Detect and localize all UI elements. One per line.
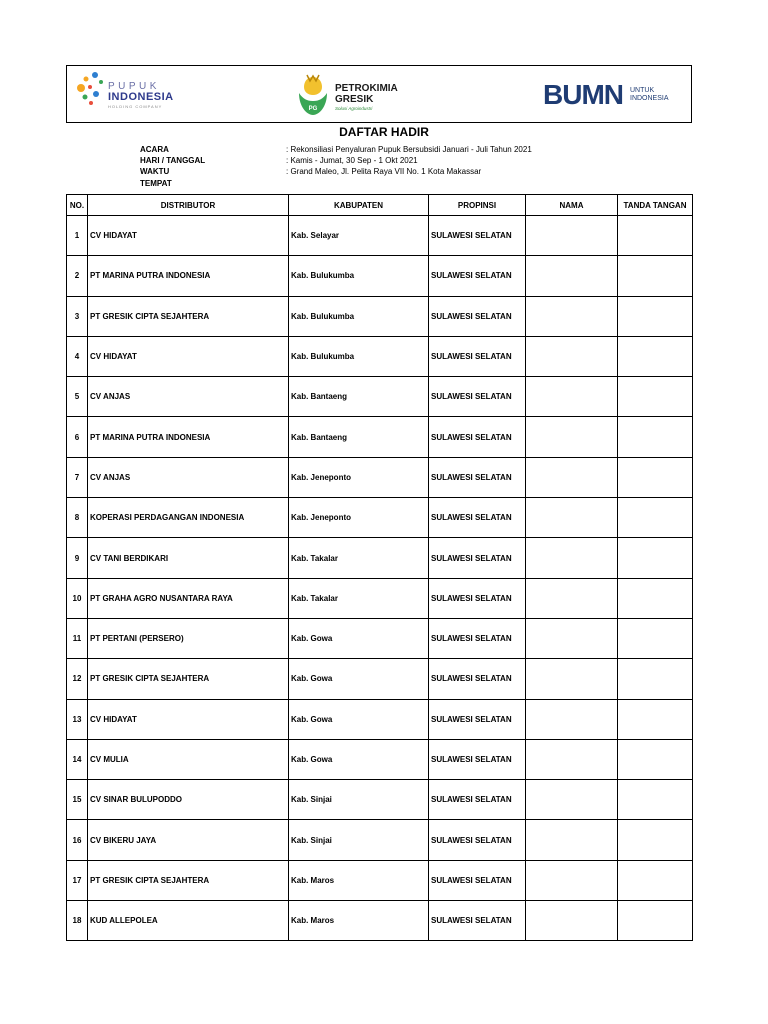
cell-distributor: CV HIDAYAT [88,216,289,256]
cell-propinsi: SULAWESI SELATAN [429,739,526,779]
cell-propinsi: SULAWESI SELATAN [429,336,526,376]
table-row [67,538,693,578]
cell-tanda-tangan[interactable] [618,296,693,336]
table-row [67,457,693,497]
cell-propinsi: SULAWESI SELATAN [429,256,526,296]
cell-distributor: CV MULIA [88,739,289,779]
bumn-logo-line2: INDONESIA [630,95,669,102]
table-header-row [67,195,693,216]
info-label: TEMPAT [140,178,172,188]
bumn-logo [543,80,683,114]
cell-distributor: CV BIKERU JAYA [88,820,289,860]
cell-tanda-tangan[interactable] [618,457,693,497]
cell-kabupaten: Kab. Bulukumba [289,296,429,336]
cell-tanda-tangan[interactable] [618,618,693,658]
attendance-table [66,194,693,941]
pupuk-indonesia-logo [75,70,190,116]
table-row [67,256,693,296]
table-row [67,216,693,256]
info-label: ACARA [140,145,169,154]
cell-nama[interactable] [526,336,618,376]
cell-propinsi: SULAWESI SELATAN [429,417,526,457]
cell-distributor: CV ANJAS [88,457,289,497]
header-tanda-tangan: TANDA TANGAN [618,195,693,216]
cell-kabupaten: Kab. Bulukumba [289,256,429,296]
cell-propinsi: SULAWESI SELATAN [429,860,526,900]
cell-tanda-tangan[interactable] [618,256,693,296]
bumn-logo-word: BUMN [543,79,623,110]
info-label: WAKTU [140,167,170,177]
cell-no: 13 [67,699,88,739]
table-row [67,780,693,820]
pupuk-dots-icon [75,70,107,110]
table-row [67,820,693,860]
petrokimia-logo-tagline: Solusi Agroindustri [335,106,373,111]
table-row [67,860,693,900]
cell-no: 4 [67,336,88,376]
cell-propinsi: SULAWESI SELATAN [429,901,526,941]
cell-nama[interactable] [526,901,618,941]
cell-kabupaten: Kab. Selayar [289,216,429,256]
pupuk-logo-tagline: HOLDING COMPANY [108,104,163,109]
cell-propinsi: SULAWESI SELATAN [429,498,526,538]
cell-no: 7 [67,457,88,497]
cell-distributor: CV HIDAYAT [88,336,289,376]
cell-tanda-tangan[interactable] [618,739,693,779]
cell-tanda-tangan[interactable] [618,336,693,376]
cell-tanda-tangan[interactable] [618,377,693,417]
cell-no: 2 [67,256,88,296]
cell-distributor: CV HIDAYAT [88,699,289,739]
cell-tanda-tangan[interactable] [618,417,693,457]
table-row [67,739,693,779]
cell-kabupaten: Kab. Bantaeng [289,417,429,457]
cell-no: 16 [67,820,88,860]
event-info [140,144,532,189]
cell-kabupaten: Kab. Jeneponto [289,457,429,497]
petrokimia-logo-line1: PETROKIMIA [335,83,398,94]
cell-kabupaten: Kab. Gowa [289,618,429,658]
pupuk-logo-line1: PUPUK [108,81,160,92]
pupuk-logo-line2: INDONESIA [108,91,174,103]
header-distributor: DISTRIBUTOR [88,195,289,216]
cell-propinsi: SULAWESI SELATAN [429,457,526,497]
cell-no: 6 [67,417,88,457]
petrokimia-badge-text: PG [308,106,318,112]
cell-distributor: CV TANI BERDIKARI [88,538,289,578]
cell-propinsi: SULAWESI SELATAN [429,618,526,658]
cell-tanda-tangan[interactable] [618,498,693,538]
cell-propinsi: SULAWESI SELATAN [429,659,526,699]
cell-distributor: KUD ALLEPOLEA [88,901,289,941]
table-row [67,699,693,739]
table-row [67,618,693,658]
cell-propinsi: SULAWESI SELATAN [429,820,526,860]
info-label: HARI / TANGGAL [140,156,206,166]
cell-distributor: CV ANJAS [88,377,289,417]
cell-kabupaten: Kab. Sinjai [289,780,429,820]
cell-propinsi: SULAWESI SELATAN [429,538,526,578]
cell-distributor: PT GRESIK CIPTA SEJAHTERA [88,296,289,336]
cell-no: 8 [67,498,88,538]
petrokimia-logo-line2: GRESIK [335,94,374,105]
table-row [67,336,693,376]
document-title: DAFTAR HADIR [339,125,429,139]
cell-nama[interactable] [526,860,618,900]
table-row [67,659,693,699]
table-row [67,578,693,618]
cell-tanda-tangan[interactable] [618,578,693,618]
cell-nama[interactable] [526,538,618,578]
cell-no: 15 [67,780,88,820]
cell-nama[interactable] [526,498,618,538]
cell-distributor: KOPERASI PERDAGANGAN INDONESIA [88,498,289,538]
cell-tanda-tangan[interactable] [618,699,693,739]
cell-kabupaten: Kab. Jeneponto [289,498,429,538]
cell-nama[interactable] [526,377,618,417]
cell-distributor: PT MARINA PUTRA INDONESIA [88,256,289,296]
info-row-tempat [140,178,532,189]
cell-no: 3 [67,296,88,336]
cell-nama[interactable] [526,578,618,618]
cell-distributor: PT MARINA PUTRA INDONESIA [88,417,289,457]
cell-no: 10 [67,578,88,618]
cell-propinsi: SULAWESI SELATAN [429,377,526,417]
cell-kabupaten: Kab. Takalar [289,538,429,578]
cell-no: 5 [67,377,88,417]
cell-kabupaten: Kab. Gowa [289,739,429,779]
info-row-hari-tanggal [140,155,532,166]
cell-no: 18 [67,901,88,941]
cell-kabupaten: Kab. Bulukumba [289,336,429,376]
cell-tanda-tangan[interactable] [618,216,693,256]
cell-propinsi: SULAWESI SELATAN [429,578,526,618]
cell-nama[interactable] [526,820,618,860]
cell-kabupaten: Kab. Gowa [289,659,429,699]
cell-nama[interactable] [526,256,618,296]
cell-tanda-tangan[interactable] [618,901,693,941]
cell-distributor: PT GRESIK CIPTA SEJAHTERA [88,659,289,699]
table-row [67,901,693,941]
info-row-waktu [140,166,532,177]
cell-nama[interactable] [526,780,618,820]
cell-propinsi: SULAWESI SELATAN [429,296,526,336]
cell-distributor: PT PERTANI (PERSERO) [88,618,289,658]
cell-nama[interactable] [526,417,618,457]
cell-tanda-tangan[interactable] [618,538,693,578]
cell-nama[interactable] [526,699,618,739]
cell-kabupaten: Kab. Takalar [289,578,429,618]
cell-nama[interactable] [526,618,618,658]
cell-kabupaten: Kab. Maros [289,860,429,900]
info-value: : Grand Maleo, Jl. Pelita Raya VII No. 1 Kota Makassar [286,167,482,177]
cell-propinsi: SULAWESI SELATAN [429,780,526,820]
cell-kabupaten: Kab. Maros [289,901,429,941]
cell-tanda-tangan[interactable] [618,820,693,860]
cell-kabupaten: Kab. Gowa [289,699,429,739]
cell-tanda-tangan[interactable] [618,780,693,820]
cell-tanda-tangan[interactable] [618,860,693,900]
header-nama: NAMA [526,195,618,216]
header-propinsi: PROPINSI [429,195,526,216]
cell-no: 14 [67,739,88,779]
cell-nama[interactable] [526,739,618,779]
cell-no: 12 [67,659,88,699]
cell-kabupaten: Kab. Sinjai [289,820,429,860]
petrokimia-gresik-logo [295,73,405,117]
table-row [67,377,693,417]
cell-distributor: PT GRAHA AGRO NUSANTARA RAYA [88,578,289,618]
table-row [67,296,693,336]
info-value: : Kamis - Jumat, 30 Sep - 1 Okt 2021 [286,156,418,166]
cell-tanda-tangan[interactable] [618,659,693,699]
cell-propinsi: SULAWESI SELATAN [429,216,526,256]
logo-header [66,65,692,123]
cell-distributor: CV SINAR BULUPODDO [88,780,289,820]
header-kabupaten: KABUPATEN [289,195,429,216]
petrokimia-emblem-icon [295,73,331,117]
cell-no: 9 [67,538,88,578]
cell-propinsi: SULAWESI SELATAN [429,699,526,739]
cell-kabupaten: Kab. Bantaeng [289,377,429,417]
info-value: : Rekonsiliasi Penyaluran Pupuk Bersubsidi Januari - Juli Tahun 2021 [286,145,532,154]
cell-no: 17 [67,860,88,900]
table-row [67,498,693,538]
cell-nama[interactable] [526,296,618,336]
cell-no: 1 [67,216,88,256]
info-row-acara [140,144,532,155]
cell-nama[interactable] [526,457,618,497]
bumn-logo-line1: UNTUK [630,87,655,94]
table-row [67,417,693,457]
cell-nama[interactable] [526,216,618,256]
cell-no: 11 [67,618,88,658]
cell-distributor: PT GRESIK CIPTA SEJAHTERA [88,860,289,900]
header-no: NO. [67,195,88,216]
cell-nama[interactable] [526,659,618,699]
